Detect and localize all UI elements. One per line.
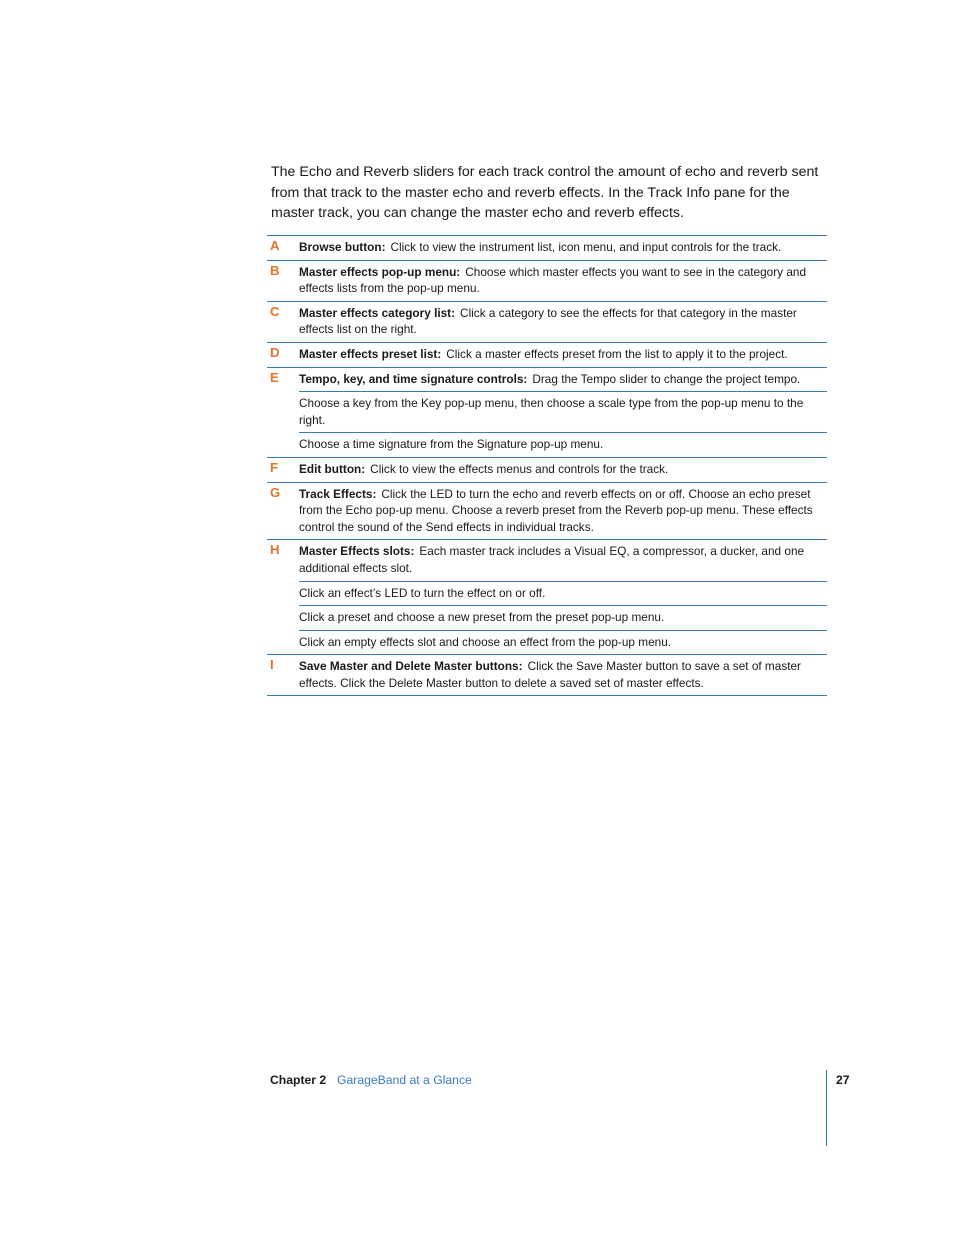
legend-term: Tempo, key, and time signature controls: (299, 371, 528, 386)
legend-description: Each master track includes a Visual EQ, a compressor, a ducker, and one additional effects slot. (299, 544, 805, 575)
legend-description: Click the LED to turn the echo and reverb effects on or off. Choose an echo preset from the Echo pop-up menu. Choose a reverb preset from the Reverb pop-up menu. These effects control the sound of the Send effects in individual tracks. (299, 486, 813, 534)
legend-letter: F (270, 459, 279, 475)
legend-group-e (267, 367, 827, 457)
legend-entry (299, 432, 827, 457)
legend-entry (299, 655, 827, 695)
legend-entry (299, 368, 827, 392)
legend-description: Drag the Tempo slider to change the project tempo. (532, 371, 801, 386)
legend-group-h (267, 539, 827, 654)
legend-description: Click to view the instrument list, icon menu, and input controls for the track. (390, 240, 782, 254)
footer-chapter-label: Chapter 2 (270, 1073, 327, 1087)
legend-entry (299, 540, 827, 580)
legend-description: Click the Save Master button to save a set of master effects. Click the Delete Master button to delete a saved set of master effects. (299, 659, 801, 690)
intro-paragraph: The Echo and Reverb sliders for each track control the amount of echo and reverb sent from that track to the master echo and reverb effects. In the Track Info pane for the master track, you can change the master echo and reverb effects. (271, 164, 819, 222)
legend-letter: G (270, 484, 281, 500)
legend-term: Track Effects: (299, 486, 377, 501)
legend-term: Master effects category list: (299, 305, 456, 320)
footer-divider (826, 1070, 827, 1146)
legend-entry (299, 605, 827, 630)
legend-description: Click a master effects preset from the list to apply it to the project. (446, 346, 788, 361)
legend-group-i (267, 654, 827, 695)
legend-group-f (267, 457, 827, 482)
legend-description: Click a category to see the effects for that category in the master effects list on the right. (299, 305, 797, 337)
legend-description: Click an empty effects slot and choose an effect from the pop-up menu. (299, 634, 672, 649)
legend-term: Master Effects slots: (299, 544, 415, 559)
legend-term: Edit button: (299, 461, 366, 476)
legend-description: Choose a key from the Key pop-up menu, then choose a scale type from the pop-up menu to the right. (299, 396, 804, 427)
legend-entry (299, 630, 827, 655)
legend-description: Click to view the effects menus and controls for the track. (370, 461, 669, 476)
legend-letter: I (270, 657, 274, 673)
legend-entry (299, 483, 827, 540)
legend-entry (299, 391, 827, 432)
footer-chapter-title: GarageBand at a Glance (337, 1073, 472, 1087)
legend-entry (299, 261, 827, 301)
legend-entry (299, 302, 827, 342)
legend-letter: H (270, 542, 280, 558)
legend-entry (299, 581, 827, 606)
legend-letter: A (270, 238, 280, 253)
callout-legend-table (267, 235, 827, 696)
legend-entry (299, 343, 827, 367)
legend-description: Click a preset and choose a new preset from the preset pop-up menu. (299, 610, 665, 625)
legend-description: Choose which master effects you want to see in the category and effects lists from the pop-up menu. (299, 264, 807, 296)
legend-group-g (267, 482, 827, 540)
legend-description: Choose a time signature from the Signature pop-up menu. (299, 437, 604, 452)
legend-group-c (267, 301, 827, 342)
legend-group-b (267, 260, 827, 301)
legend-term: Master effects pop-up menu: (299, 264, 461, 279)
legend-letter: B (270, 262, 280, 278)
legend-term: Save Master and Delete Master buttons: (299, 659, 523, 674)
legend-entry (299, 236, 827, 260)
legend-letter: D (270, 344, 280, 360)
legend-description: Click an effect’s LED to turn the effect on or off. (299, 585, 546, 600)
legend-letter: C (270, 303, 280, 319)
legend-group-a (267, 236, 827, 260)
legend-term: Browse button: (299, 240, 386, 254)
legend-letter: E (270, 369, 279, 385)
legend-entry (299, 458, 827, 482)
legend-group-d (267, 342, 827, 367)
page-number: 27 (836, 1073, 850, 1087)
legend-term: Master effects preset list: (299, 346, 442, 361)
